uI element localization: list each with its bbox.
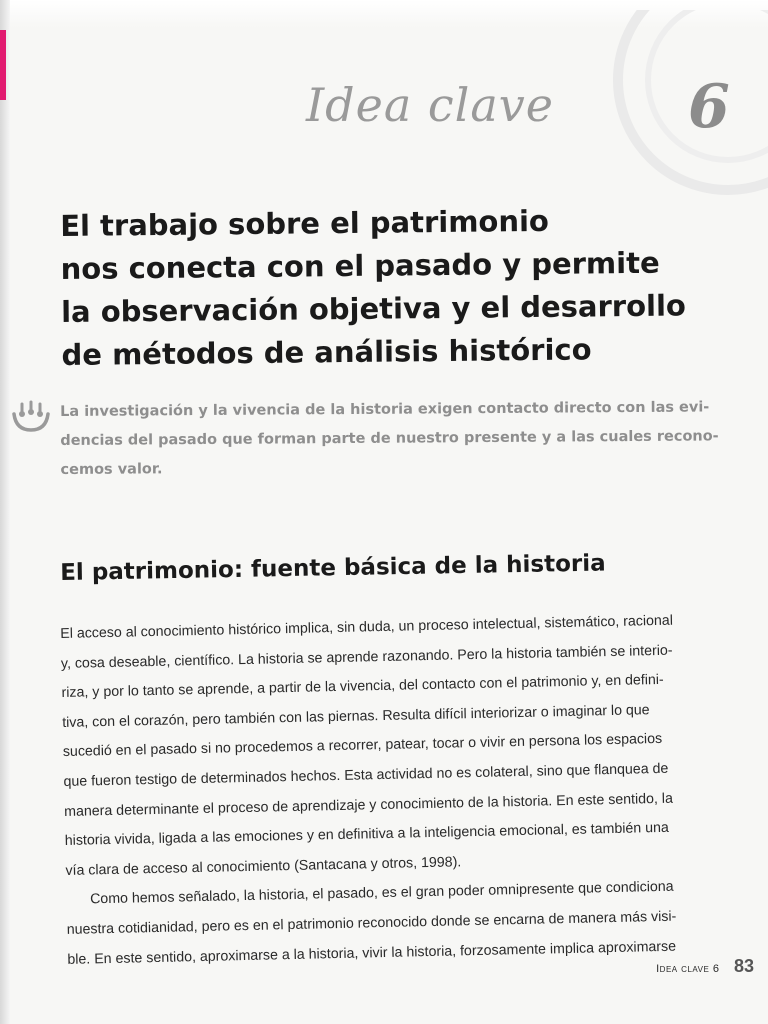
edge-color-mark: [0, 30, 6, 100]
main-heading-line: la observación objetiva y el desarrollo: [60, 288, 687, 329]
summary-line: La investigación y la vivencia de la historia exigen contacto directo con las evi-: [60, 399, 710, 420]
key-idea-banner: [300, 72, 760, 152]
thinking-head-icon: [8, 398, 54, 438]
section-heading: El patrimonio: fuente básica de la historia: [60, 550, 606, 586]
summary-paragraph: [60, 393, 757, 485]
body-line: tiva, con el corazón, pero también con las piernas. Resulta difícil interiorizar o imaginar lo que: [62, 701, 650, 731]
body-line: que fueron testigo de determinados hechos. Esta actividad no es colateral, sino que flanquea de: [63, 760, 669, 790]
main-heading-line: nos conecta con el pasado y permite: [60, 245, 660, 286]
summary-line: cemos valor.: [60, 461, 163, 478]
key-idea-label: Idea clave: [306, 78, 554, 132]
key-idea-number: 6: [688, 72, 730, 142]
body-line: manera determinante el proceso de aprendizaje y conocimiento de la historia. En este sentido, la: [64, 790, 674, 820]
page-number: 83: [733, 956, 754, 976]
page-edge: [0, 0, 10, 1024]
body-line: nuestra cotidianidad, pero es en el patrimonio reconocido donde se encarna de manera más visi-: [66, 908, 677, 938]
body-paragraphs: [60, 605, 768, 975]
body-line: historia vivida, ligada a las emociones y en definitiva a la inteligencia emocional, es también una: [64, 819, 669, 850]
body-line: ble. En este sentido, aproximarse a la historia, vivir la historia, forzosamente implica aproximarse: [67, 938, 677, 968]
main-heading-line: de métodos de análisis histórico: [61, 332, 592, 372]
body-line: vía clara de acceso al conocimiento (Santacana y otros, 1998).: [65, 854, 462, 879]
main-heading: [60, 198, 742, 377]
page-footer: [656, 956, 754, 977]
main-heading-line: El trabajo sobre el patrimonio: [60, 203, 550, 243]
body-line: y, cosa deseable, científico. La historia se aprende razonando. Pero la historia también se interio-: [60, 642, 673, 672]
body-line: Como hemos señalado, la historia, el pasado, es el gran poder omnipresente que condiciona: [89, 879, 674, 908]
body-line: El acceso al conocimiento histórico implica, sin duda, un proceso intelectual, sistemático, racional: [60, 612, 674, 642]
footer-label: Idea clave 6: [656, 963, 720, 975]
body-line: sucedió en el pasado si no procedemos a recorrer, patear, tocar o vivir en persona los espacios: [62, 731, 663, 761]
summary-line: dencias del pasado que forman parte de nuestro presente y a las cuales recono-: [60, 428, 719, 449]
body-line: riza, y por lo tanto se aprende, a partir de la vivencia, del contacto con el patrimonio y, en defini-: [61, 672, 664, 702]
